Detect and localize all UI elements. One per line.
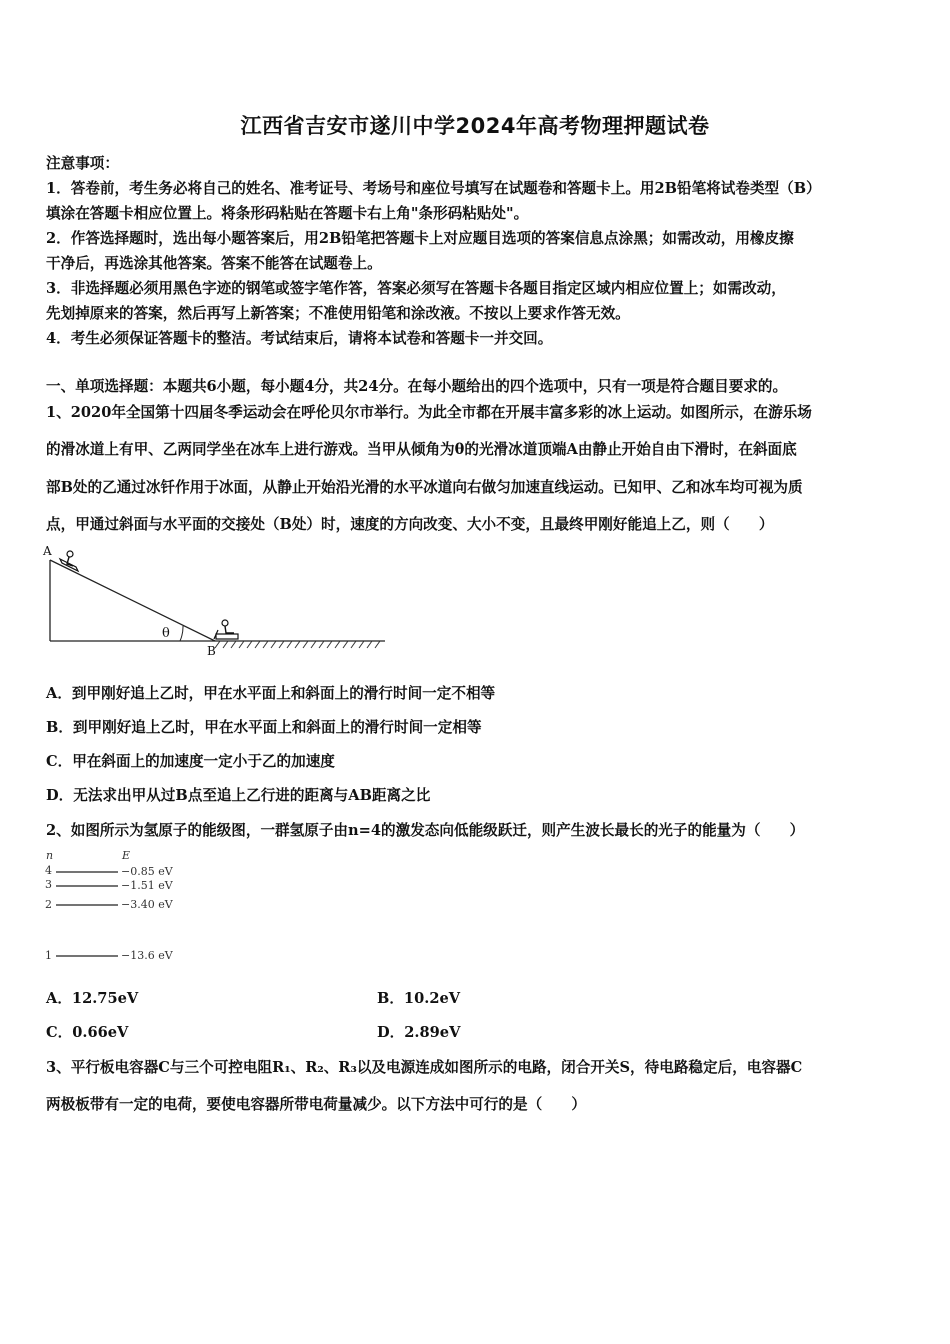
sled-a-icon [60, 551, 78, 571]
level-e-2: −3.40 eV [121, 898, 173, 911]
q1-option-a[interactable]: A．到甲刚好追上乙时，甲在水平面上和斜面上的滑行时间一定不相等 [46, 685, 496, 702]
level-e-3: −1.51 eV [121, 879, 173, 892]
q1-line-1: 1、2020年全国第十四届冬季运动会在呼伦贝尔市举行。为此全市都在开展丰富多彩的冰上运动。如图所示，在游乐场 [46, 404, 812, 421]
q2-stem: 2、如图所示为氢原子的能级图，一群氢原子由n=4的激发态向低能级跃迁，则产生波长最长的光子的能量为（ ） [46, 822, 805, 839]
level-e-4: −0.85 eV [121, 865, 173, 878]
level-e-1: −13.6 eV [121, 949, 173, 962]
notice-line-1: 1．答卷前，考生务必将自己的姓名、准考证号、考场号和座位号填写在试题卷和答题卡上。用2B铅笔将试卷类型（B） [46, 180, 821, 197]
label-theta: θ [162, 626, 170, 641]
ground-hatching [215, 641, 380, 648]
q1-option-d[interactable]: D．无法求出甲从过B点至追上乙行进的距离与AB距离之比 [46, 787, 431, 804]
notice-line-4: 干净后，再选涂其他答案。答案不能答在试题卷上。 [46, 255, 382, 272]
q3-line-1: 3、平行板电容器C与三个可控电阻R₁、R₂、R₃以及电源连成如图所示的电路，闭合开关S，待电路稳定后，电容器C [46, 1059, 803, 1076]
label-a: A [43, 544, 52, 558]
notice-heading: 注意事项： [46, 155, 119, 172]
level-n-1: 1 [45, 949, 52, 962]
notice-line-7: 4．考生必须保证答题卡的整洁。考试结束后，请将本试卷和答题卡一并交回。 [46, 330, 553, 347]
label-b: B [207, 644, 216, 658]
incline-figure [40, 542, 390, 660]
level-n-2: 2 [45, 898, 52, 911]
notice-line-6: 先划掉原来的答案，然后再写上新答案；不准使用铅笔和涂改液。不按以上要求作答无效。 [46, 305, 630, 322]
q2-option-c[interactable]: C．0.66eV [46, 1024, 129, 1041]
q3-line-2: 两极板带有一定的电荷，要使电容器所带电荷量减少。以下方法中可行的是（ ） [46, 1096, 586, 1113]
q1-option-b[interactable]: B．到甲刚好追上乙时，甲在水平面上和斜面上的滑行时间一定相等 [46, 719, 482, 736]
q1-line-3: 部B处的乙通过冰钎作用于冰面，从静止开始沿光滑的水平冰道向右做匀加速直线运动。已知甲、乙和冰车均可视为质 [46, 479, 803, 496]
q1-line-2: 的滑冰道上有甲、乙两同学坐在冰车上进行游戏。当甲从倾角为θ的光滑冰道顶端A由静止开始自由下滑时，在斜面底 [46, 441, 797, 458]
q2-option-d[interactable]: D．2.89eV [377, 1024, 461, 1041]
section-heading: 一、单项选择题：本题共6小题，每小题4分，共24分。在每小题给出的四个选项中，只有一项是符合题目要求的。 [46, 378, 788, 395]
page-title: 江西省吉安市遂川中学2024年高考物理押题试卷 [240, 114, 710, 138]
angle-arc [180, 626, 183, 641]
notice-line-3: 2．作答选择题时，选出每小题答案后，用2B铅笔把答题卡上对应题目选项的答案信息点涂黑；如需改动，用橡皮擦 [46, 230, 794, 247]
q1-line-4: 点，甲通过斜面与水平面的交接处（B处）时，速度的方向改变、大小不变，且最终甲刚好能追上乙，则（ ） [46, 516, 774, 533]
notice-line-2: 填涂在答题卡相应位置上。将条形码粘贴在答题卡右上角"条形码粘贴处"。 [46, 205, 529, 222]
q1-option-c[interactable]: C．甲在斜面上的加速度一定小于乙的加速度 [46, 753, 335, 770]
q2-option-a[interactable]: A．12.75eV [46, 990, 139, 1007]
sled-b-icon [214, 620, 238, 639]
e-header: E [122, 849, 131, 862]
incline-slope [50, 560, 215, 641]
energy-level-diagram [40, 845, 200, 970]
q2-option-b[interactable]: B．10.2eV [377, 990, 461, 1007]
n-header: n [46, 849, 54, 862]
notice-line-5: 3．非选择题必须用黑色字迹的钢笔或签字笔作答，答案必须写在答题卡各题目指定区域内相应位置上；如需改动， [46, 280, 786, 297]
level-n-4: 4 [45, 864, 52, 877]
level-n-3: 3 [45, 878, 52, 891]
